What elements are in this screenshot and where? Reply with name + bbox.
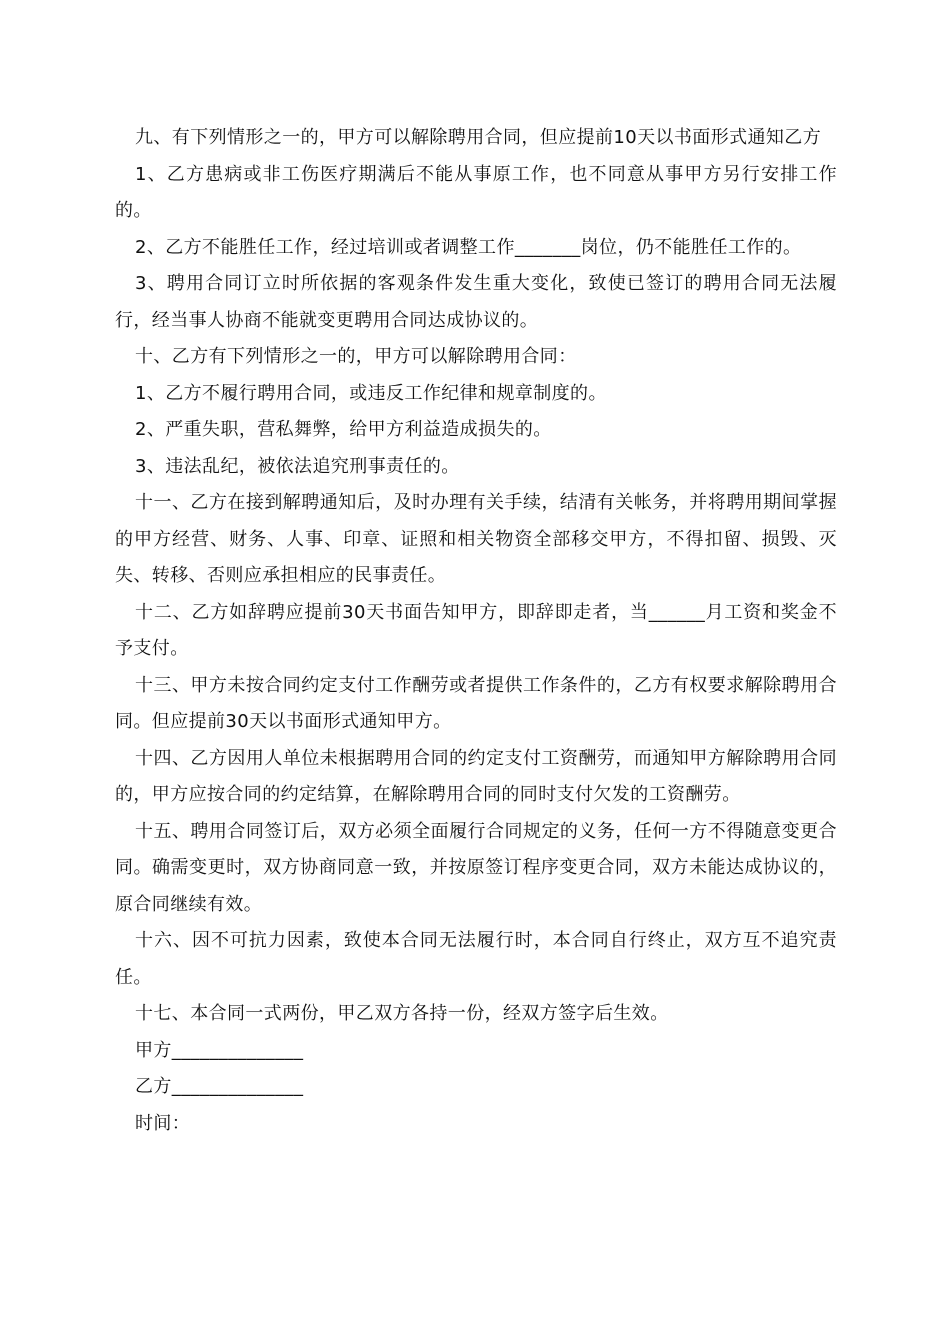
clause-12: 十二、乙方如辞聘应提前30天书面告知甲方，即辞即走者，当______月工资和奖金不予支付。 [115, 601, 837, 659]
clause-15: 十五、聘用合同签订后，双方必须全面履行合同规定的义务，任何一方不得随意变更合同。确需变更时，双方协商同意一致，并按原签订程序变更合同，双方未能达成协议的，原合同继续有效。 [115, 820, 837, 915]
clause-10-item-3: 3、违法乱纪，被依法追究刑事责任的。 [135, 455, 460, 477]
clause-10: 十、乙方有下列情形之一的，甲方可以解除聘用合同： [135, 346, 577, 367]
clause-13: 十三、甲方未按合同约定支付工作酬劳或者提供工作条件的，乙方有权要求解除聘用合同。但应提前30天以书面形式通知甲方。 [115, 674, 837, 732]
clause-14: 十四、乙方因用人单位未根据聘用合同的约定支付工资酬劳，而通知甲方解除聘用合同的，甲方应按合同的约定结算，在解除聘用合同的同时支付欠发的工资酬劳。 [115, 747, 837, 805]
clause-16: 十六、因不可抗力因素，致使本合同无法履行时，本合同自行终止，双方互不追究责任。 [115, 930, 837, 988]
party-b-signature-line: 乙方______________ [135, 1076, 304, 1097]
contract-body [115, 120, 837, 1142]
clause-9: 九、有下列情形之一的，甲方可以解除聘用合同，但应提前10天以书面形式通知乙方 [135, 127, 822, 148]
clause-10-item-1: 1、乙方不履行聘用合同，或违反工作纪律和规章制度的。 [135, 382, 607, 404]
clause-17: 十七、本合同一式两份，甲乙双方各持一份，经双方签字后生效。 [135, 1003, 669, 1024]
date-line: 时间： [135, 1112, 191, 1134]
clause-10-item-2: 2、严重失职，营私舞弊，给甲方利益造成损失的。 [135, 419, 552, 440]
clause-9-item-3: 3、聘用合同订立时所依据的客观条件发生重大变化，致使已签订的聘用合同无法履行，经当事人协商不能就变更聘用合同达成协议的。 [115, 273, 837, 331]
clause-9-item-1: 1、乙方患病或非工伤医疗期满后不能从事原工作，也不同意从事甲方另行安排工作的。 [115, 163, 837, 221]
clause-11: 十一、乙方在接到解聘通知后，及时办理有关手续，结清有关帐务，并将聘用期间掌握的甲方经营、财务、人事、印章、证照和相关物资全部移交甲方，不得扣留、损毁、灭失、转移、否则应承担相应的民事责任。 [115, 492, 837, 586]
clause-9-item-2: 2、乙方不能胜任工作，经过培训或者调整工作_______岗位，仍不能胜任工作的。 [135, 236, 802, 258]
party-a-signature-line: 甲方______________ [135, 1039, 304, 1061]
